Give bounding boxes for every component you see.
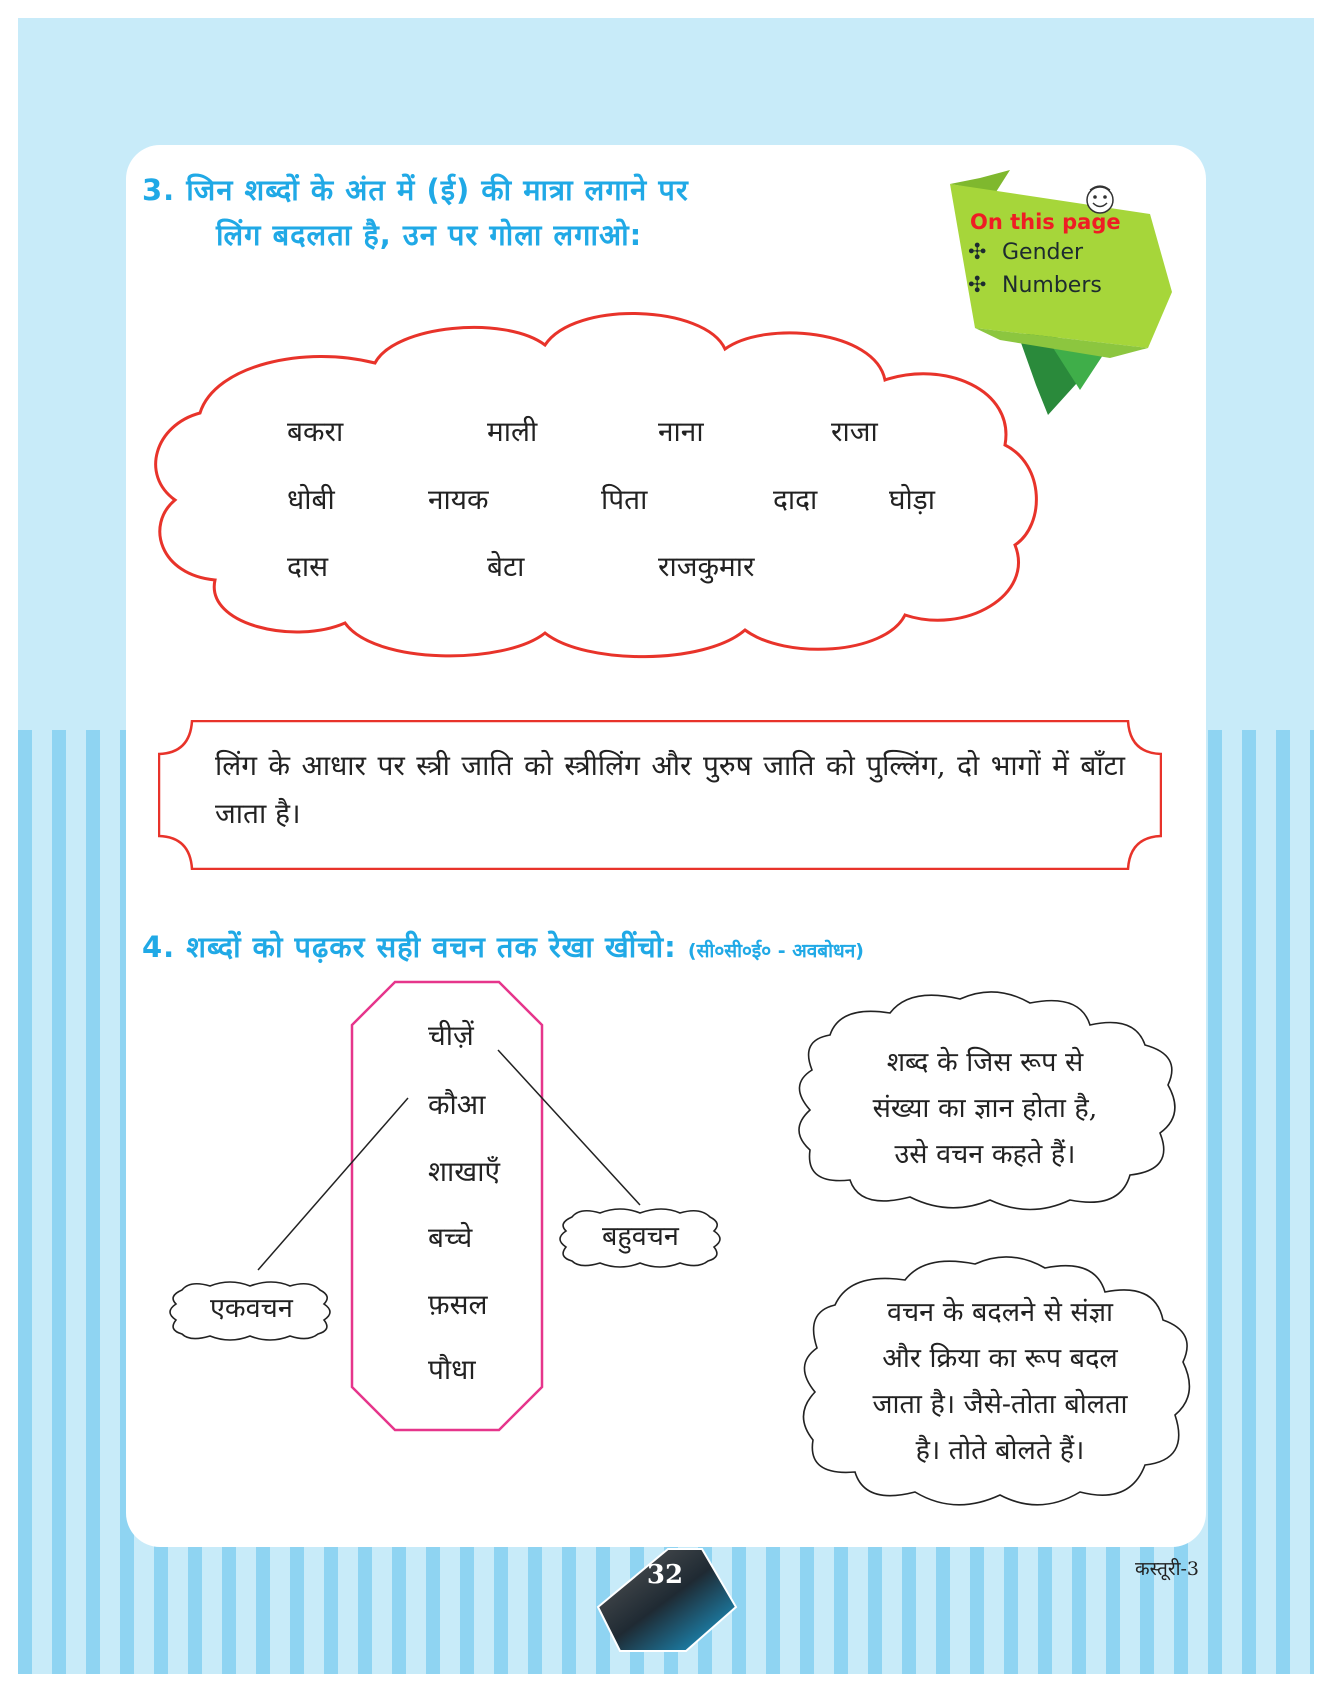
badge-item-gender: ✣ Gender: [968, 240, 1084, 265]
exercise4-heading-note: (सी०सी०ई० - अवबोधन): [687, 940, 864, 962]
word-item[interactable]: बेटा: [487, 550, 525, 583]
word-item[interactable]: दास: [287, 550, 329, 583]
exercise3-heading-line2: लिंग बदलता है, उन पर गोला लगाओ:: [216, 218, 643, 252]
word-item[interactable]: राजकुमार: [658, 550, 755, 583]
page-number: 32: [646, 1560, 684, 1590]
book-name: कस्तूरी-3: [1135, 1558, 1200, 1580]
definition-cloud-text: शब्द के जिस रूप से संख्या का ज्ञान होता है, उसे वचन कहते हैं।: [872, 1047, 1098, 1170]
word-item[interactable]: पिता: [601, 483, 648, 516]
badge-title: On this page: [970, 210, 1121, 234]
ekvachan-label[interactable]: एकवचन: [210, 1293, 293, 1324]
word-item[interactable]: नायक: [428, 483, 489, 516]
word-item[interactable]: नाना: [658, 415, 704, 448]
bullet-icon: ✣: [968, 273, 987, 298]
info-box-text: लिंग के आधार पर स्त्री जाति को स्त्रीलिंग और पुरुष जाति को पुल्लिंग, दो भागों में बाँटा जाता है।: [215, 749, 1125, 830]
line-kaua-to-ekvachan: [258, 1098, 408, 1270]
example-cloud-text: वचन के बदलने से संज्ञा और क्रिया का रूप बदल जाता है। जैसे-तोता बोलता है। तोते बोलते हैं।: [872, 1297, 1128, 1466]
word-item[interactable]: घोड़ा: [889, 483, 936, 516]
word-item[interactable]: कौआ: [428, 1088, 486, 1121]
word-item[interactable]: बच्चे: [428, 1221, 473, 1254]
word-item[interactable]: चीज़ें: [428, 1019, 474, 1052]
word-item[interactable]: राजा: [831, 415, 878, 448]
exercise3-heading-line1: 3. जिन शब्दों के अंत में (ई) की मात्रा लगाने पर: [142, 173, 689, 207]
word-item[interactable]: शाखाएँ: [428, 1155, 500, 1188]
badge-item-numbers: ✣ Numbers: [968, 273, 1102, 298]
exercise4-heading: 4. शब्दों को पढ़कर सही वचन तक रेखा खींचो: (सी०सी०ई० - अवबोधन): [142, 930, 864, 964]
word-item[interactable]: धोबी: [287, 483, 335, 516]
word-item[interactable]: दादा: [773, 483, 818, 516]
line-cheezen-to-bahuvachan: [498, 1050, 640, 1205]
word-item[interactable]: बकरा: [287, 415, 344, 448]
bahuvachan-label[interactable]: बहुवचन: [602, 1221, 679, 1252]
word-item[interactable]: पौधा: [428, 1353, 476, 1386]
word-item[interactable]: माली: [487, 415, 538, 448]
bullet-icon: ✣: [968, 240, 987, 265]
word-item[interactable]: फ़सल: [428, 1288, 488, 1321]
